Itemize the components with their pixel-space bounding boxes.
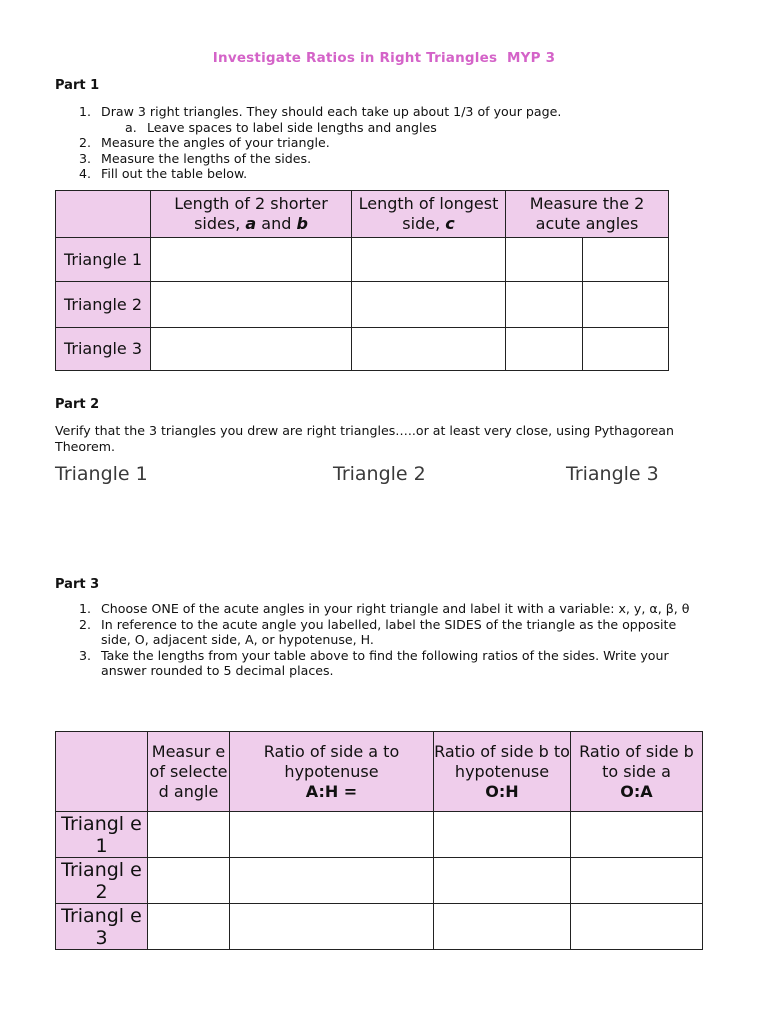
input-cell[interactable] <box>434 812 571 858</box>
part3-heading: Part 3 <box>55 577 100 592</box>
input-cell[interactable] <box>506 282 583 328</box>
table-header-row <box>56 191 669 238</box>
table-header-row <box>56 732 703 812</box>
triangle-3-label: Triangle 3 <box>566 463 659 485</box>
page-title: Investigate Ratios in Right Triangles MYP 3 <box>212 50 556 66</box>
input-cell[interactable] <box>571 858 703 904</box>
row-label: Triangl e 2 <box>56 858 148 904</box>
part3-steps <box>55 601 705 679</box>
table-row <box>56 812 703 858</box>
triangle-2-label: Triangle 2 <box>333 463 426 485</box>
table-row <box>56 282 669 328</box>
row-label: Triangle 2 <box>56 282 151 328</box>
header-ratio-o-h: Ratio of side b to hypotenuse O:H <box>434 732 571 812</box>
input-cell[interactable] <box>352 282 506 328</box>
table-row <box>56 328 669 371</box>
input-cell[interactable] <box>434 904 571 950</box>
input-cell[interactable] <box>583 238 669 282</box>
table-row <box>56 858 703 904</box>
part3-step: 1. Choose ONE of the acute angles in your right triangle and label it with a variable: x, y, α, β, θ <box>79 601 690 616</box>
input-cell[interactable] <box>352 328 506 371</box>
input-cell[interactable] <box>148 858 230 904</box>
input-cell[interactable] <box>583 328 669 371</box>
header-ratio-o-a: Ratio of side b to side a O:A <box>571 732 703 812</box>
input-cell[interactable] <box>571 812 703 858</box>
part2-instructions: Verify that the 3 triangles you drew are right triangles…..or at least very close, using Pythagorean Theorem. <box>55 423 674 454</box>
part3-step: 2. In reference to the acute angle you labelled, label the SIDES of the triangle as the opposite side, O, adjacent side, A, or hypotenuse, H. <box>79 616 677 647</box>
part1-table <box>55 190 669 371</box>
triangle-1-label: Triangle 1 <box>55 463 148 485</box>
input-cell[interactable] <box>352 238 506 282</box>
input-cell[interactable] <box>506 328 583 371</box>
part1-step: 4. Fill out the table below. <box>79 166 248 181</box>
input-cell[interactable] <box>434 858 571 904</box>
header-blank-cell <box>56 732 148 812</box>
part1-step: 3. Measure the lengths of the sides. <box>79 150 312 166</box>
input-cell[interactable] <box>151 328 352 371</box>
header-selected-angle: Measur e of selecte d angle <box>148 732 230 812</box>
part3-table <box>55 731 703 950</box>
input-cell[interactable] <box>506 238 583 282</box>
row-label: Triangle 3 <box>56 328 151 371</box>
input-cell[interactable] <box>571 904 703 950</box>
row-label: Triangl e 3 <box>56 904 148 950</box>
input-cell[interactable] <box>230 904 434 950</box>
input-cell[interactable] <box>148 904 230 950</box>
input-cell[interactable] <box>151 282 352 328</box>
input-cell[interactable] <box>230 812 434 858</box>
input-cell[interactable] <box>148 812 230 858</box>
part3-step: 3. Take the lengths from your table above to find the following ratios of the sides. Write your answer rounded to 5 decimal places. <box>79 647 669 678</box>
part1-substep: a. Leave spaces to label side lengths and angles <box>125 119 437 135</box>
part1-heading: Part 1 <box>55 78 100 93</box>
row-label: Triangle 1 <box>56 238 151 282</box>
header-acute-angles: Measure the 2 acute angles <box>506 191 669 238</box>
part2-heading: Part 2 <box>55 397 100 412</box>
row-label: Triangl e 1 <box>56 812 148 858</box>
input-cell[interactable] <box>230 858 434 904</box>
header-shorter-sides: Length of 2 shorter sides, a and b <box>151 191 352 238</box>
input-cell[interactable] <box>583 282 669 328</box>
header-blank-cell <box>56 191 151 238</box>
header-longest-side: Length of longest side, c <box>352 191 506 238</box>
table-row <box>56 238 669 282</box>
part1-step: 1. Draw 3 right triangles. They should each take up about 1/3 of your page. <box>79 104 562 119</box>
header-ratio-a-h: Ratio of side a to hypotenuse A:H = <box>230 732 434 812</box>
input-cell[interactable] <box>151 238 352 282</box>
part1-steps <box>55 104 715 182</box>
table-row <box>56 904 703 950</box>
part1-step: 2. Measure the angles of your triangle. <box>79 135 330 150</box>
